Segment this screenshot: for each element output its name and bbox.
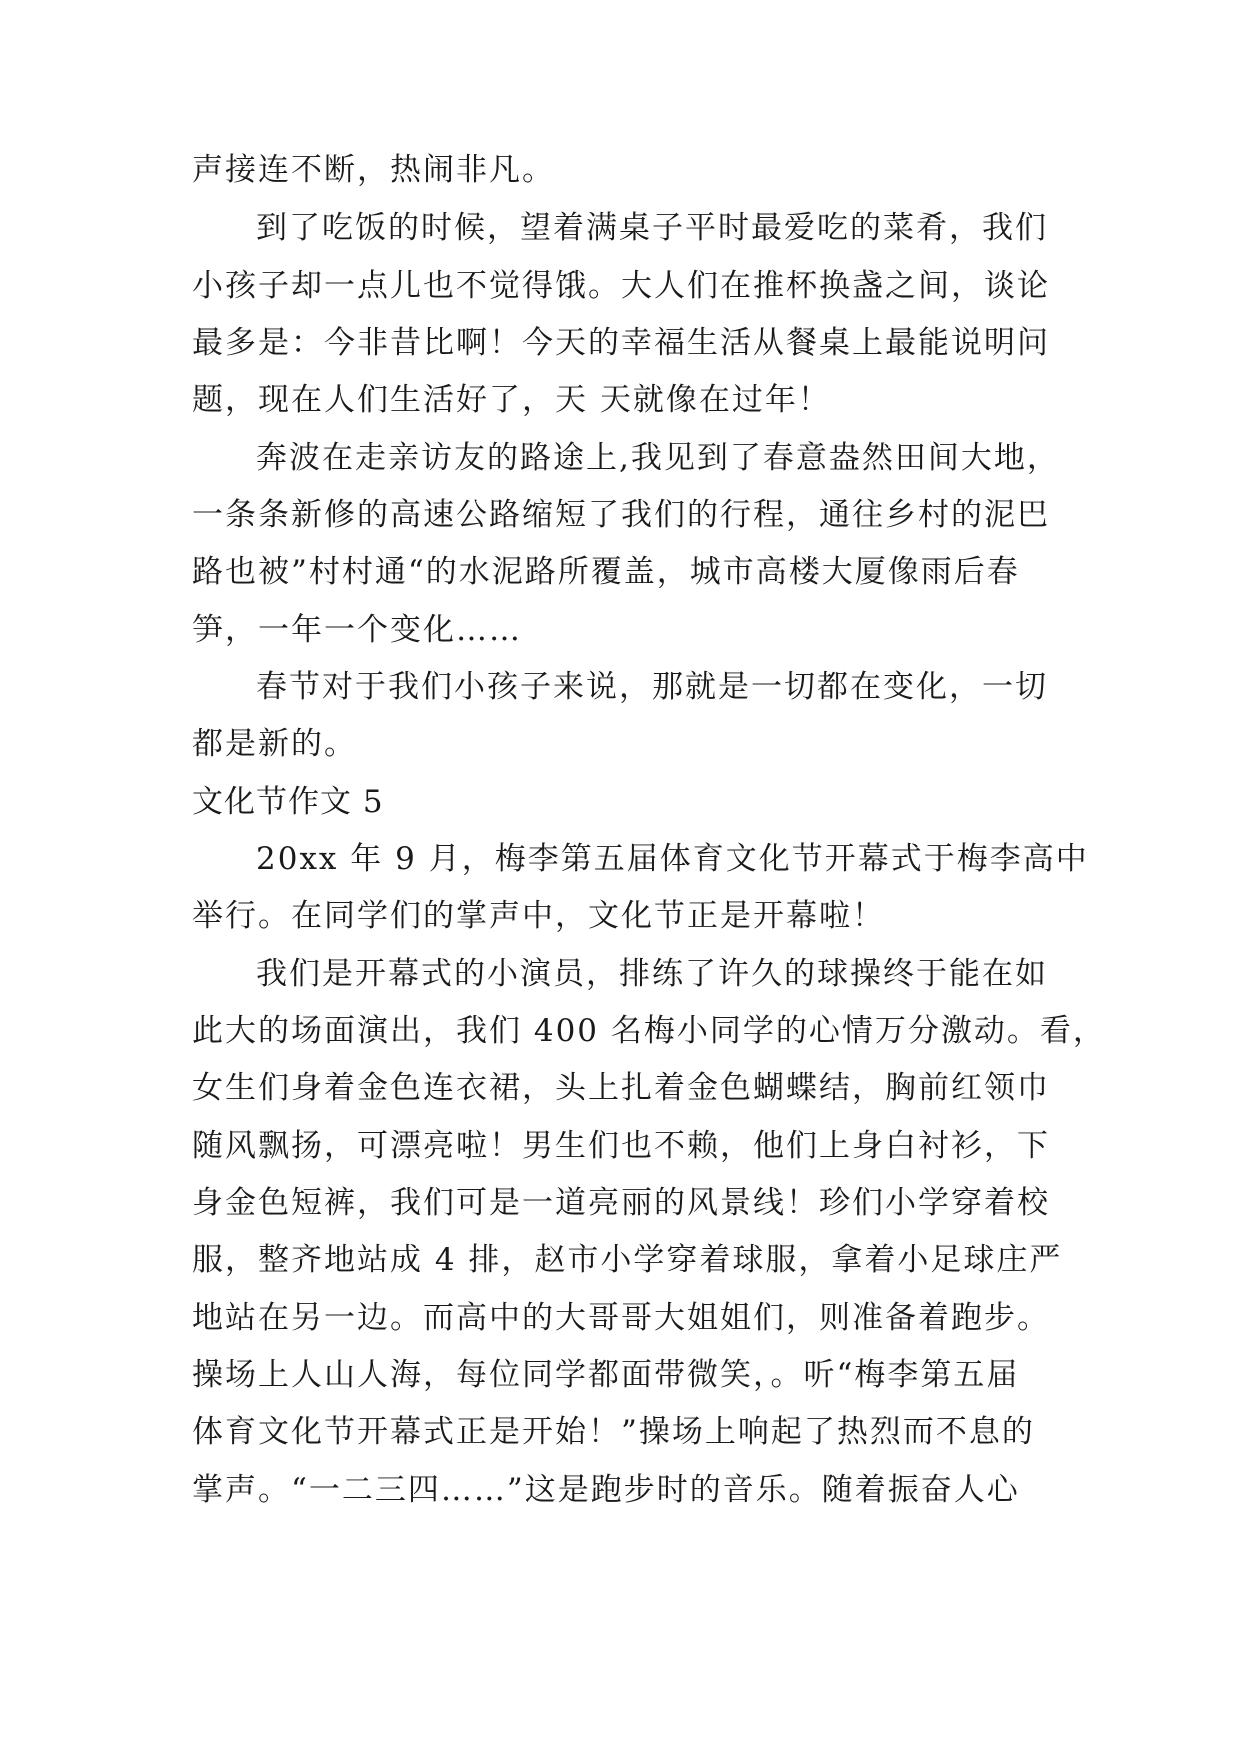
text-line: 女生们身着金色连衣裙，头上扎着金色蝴蝶结，胸前红领巾 (192, 1070, 1050, 1106)
text-line: 操场上人山人海，每位同学都面带微笑，。听“梅李第五届 (192, 1357, 1020, 1393)
text-line: 都是新的。 (192, 726, 357, 762)
text-line: 最多是：今非昔比啊！今天的幸福生活从餐桌上最能说明问 (192, 325, 1050, 361)
section-heading: 文化节作文 5 (192, 784, 384, 820)
text-line: 服，整齐地站成 4 排，赵市小学穿着球服，拿着小足球庄严 (192, 1242, 1063, 1278)
text-line: 随风飘扬，可漂亮啦！男生们也不赖，他们上身白衬衫，下 (192, 1128, 1050, 1164)
text-line: 声接连不断，热闹非凡。 (192, 152, 555, 188)
text-line: 身金色短裤，我们可是一道亮丽的风景线！珍们小学穿着校 (192, 1185, 1050, 1221)
text-line: 路也被”村村通“的水泥路所覆盖，城市高楼大厦像雨后春 (192, 554, 1020, 590)
paragraph-start: 到了吃饭的时候，望着满桌子平时最爱吃的菜肴，我们 (256, 210, 1048, 246)
text-line: 举行。在同学们的掌声中，文化节正是开幕啦！ (192, 898, 885, 934)
paragraph-start: 奔波在走亲访友的路途上,我见到了春意盎然田间大地， (256, 440, 1060, 476)
text-line: 掌声。“一二三四……”这是跑步时的音乐。随着振奋人心 (192, 1472, 1020, 1508)
paragraph-start: 春节对于我们小孩子来说，那就是一切都在变化，一切 (256, 669, 1048, 705)
text-line: 地站在另一边。而高中的大哥哥大姐姐们，则准备着跑步。 (192, 1300, 1050, 1336)
text-line: 笋，一年一个变化…… (192, 612, 522, 648)
paragraph-start: 20xx 年 9 月，梅李第五届体育文化节开幕式于梅李高中 (256, 841, 1089, 877)
text-line: 题，现在人们生活好了，天 天就像在过年！ (192, 382, 831, 418)
paragraph-start: 我们是开幕式的小演员，排练了许久的球操终于能在如 (256, 956, 1048, 992)
text-line: 体育文化节开幕式正是开始！”操场上响起了热烈而不息的 (192, 1414, 1035, 1450)
text-line: 此大的场面演出，我们 400 名梅小同学的心情万分激动。看， (192, 1013, 1106, 1049)
text-line: 一条条新修的高速公路缩短了我们的行程，通往乡村的泥巴 (192, 497, 1050, 533)
text-line: 小孩子却一点儿也不觉得饿。大人们在推杯换盏之间，谈论 (192, 268, 1050, 304)
